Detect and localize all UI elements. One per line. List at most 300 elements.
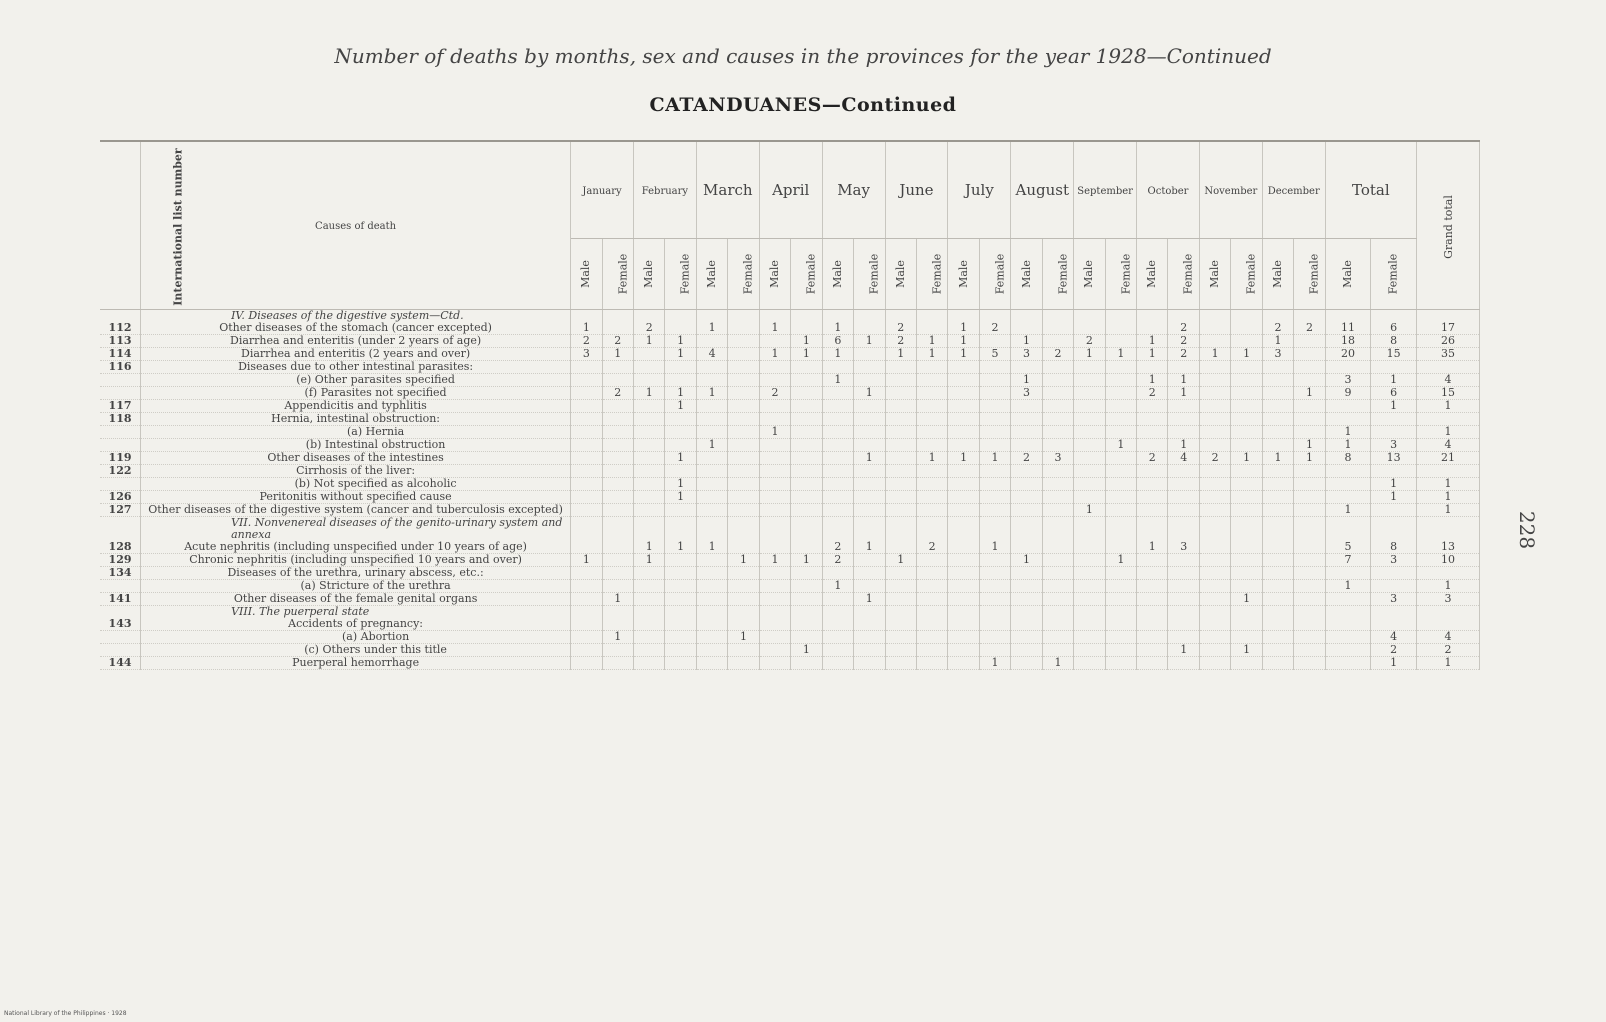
count-cell	[1231, 322, 1262, 335]
count-cell	[759, 361, 790, 374]
count-cell: 11	[1325, 322, 1371, 335]
month-label: May	[837, 181, 870, 199]
month-header-august	[1011, 141, 1074, 239]
count-cell: 7	[1325, 554, 1371, 567]
count-cell	[979, 618, 1010, 631]
count-cell	[1199, 335, 1230, 348]
empty-cell	[100, 517, 141, 542]
male-label: Male	[830, 260, 844, 288]
count-cell	[1262, 593, 1293, 606]
count-cell	[759, 631, 790, 644]
count-cell	[1231, 580, 1262, 593]
count-cell	[1199, 631, 1230, 644]
count-cell	[1199, 541, 1230, 554]
count-cell	[1371, 504, 1417, 517]
empty-cell	[1105, 310, 1136, 323]
count-cell	[1199, 387, 1230, 400]
grand-total-cell	[1416, 465, 1479, 478]
table-row	[100, 413, 1480, 426]
count-cell: 6	[1371, 387, 1417, 400]
month-header-july	[948, 141, 1011, 239]
count-cell	[1325, 618, 1371, 631]
count-cell: 1	[1105, 439, 1136, 452]
count-cell	[1137, 439, 1168, 452]
month-header-january	[571, 141, 634, 239]
count-cell	[885, 541, 916, 554]
empty-cell	[1168, 517, 1199, 542]
count-cell	[571, 593, 602, 606]
count-cell	[1262, 465, 1293, 478]
count-cell	[1231, 478, 1262, 491]
count-cell: 1	[1371, 478, 1417, 491]
intl-number	[100, 478, 141, 491]
grand-total-cell	[1416, 413, 1479, 426]
count-cell	[759, 580, 790, 593]
count-cell	[728, 322, 759, 335]
count-cell	[948, 439, 979, 452]
count-cell: 4	[1168, 452, 1199, 465]
count-cell	[1011, 644, 1042, 657]
male-header	[696, 239, 727, 310]
count-cell	[885, 400, 916, 413]
count-cell	[1168, 504, 1199, 517]
count-cell	[1105, 322, 1136, 335]
count-cell	[1231, 387, 1262, 400]
count-cell	[728, 593, 759, 606]
count-cell	[1262, 400, 1293, 413]
count-cell	[948, 478, 979, 491]
count-cell	[602, 580, 633, 593]
male-header	[633, 239, 664, 310]
count-cell: 1	[791, 335, 822, 348]
empty-cell	[602, 310, 633, 323]
table-row	[100, 387, 1480, 400]
count-cell	[1325, 631, 1371, 644]
count-cell: 1	[1168, 644, 1199, 657]
table-row	[100, 374, 1480, 387]
intl-number: 122	[100, 465, 141, 478]
empty-cell	[1294, 517, 1325, 542]
male-label: Male	[642, 260, 656, 288]
count-cell	[1011, 413, 1042, 426]
count-cell	[791, 426, 822, 439]
count-cell	[1074, 580, 1105, 593]
count-cell: 2	[979, 322, 1010, 335]
count-cell	[885, 618, 916, 631]
count-cell	[602, 657, 633, 670]
count-cell	[696, 335, 727, 348]
count-cell	[1294, 491, 1325, 504]
grand-total-cell: 1	[1416, 426, 1479, 439]
count-cell	[1199, 374, 1230, 387]
cause-name: Hernia, intestinal obstruction:	[141, 413, 571, 426]
count-cell	[1105, 465, 1136, 478]
count-cell	[1231, 631, 1262, 644]
count-cell	[1074, 413, 1105, 426]
count-cell	[759, 413, 790, 426]
count-cell	[948, 554, 979, 567]
empty-cell	[1105, 606, 1136, 619]
cause-name: Acute nephritis (including unspecified under 10 years of age)	[141, 541, 571, 554]
count-cell	[1199, 567, 1230, 580]
table-row	[100, 400, 1480, 413]
count-cell	[1105, 387, 1136, 400]
cause-name: (a) Stricture of the urethra	[141, 580, 571, 593]
intl-number: 144	[100, 657, 141, 670]
count-cell	[1042, 439, 1073, 452]
count-cell: 1	[1294, 439, 1325, 452]
count-cell: 1	[854, 541, 885, 554]
count-cell: 1	[1074, 348, 1105, 361]
count-cell	[633, 348, 664, 361]
count-cell	[571, 400, 602, 413]
count-cell	[1199, 657, 1230, 670]
count-cell	[728, 478, 759, 491]
count-cell	[665, 439, 696, 452]
count-cell	[1137, 465, 1168, 478]
count-cell: 1	[1371, 374, 1417, 387]
count-cell	[1262, 567, 1293, 580]
count-cell	[665, 426, 696, 439]
count-cell	[916, 554, 947, 567]
female-label: Female	[1307, 253, 1321, 295]
male-label: Male	[705, 260, 719, 288]
count-cell	[1074, 387, 1105, 400]
count-cell: 1	[665, 387, 696, 400]
count-cell	[696, 374, 727, 387]
count-cell: 1	[633, 335, 664, 348]
count-cell	[979, 567, 1010, 580]
month-label: September	[1077, 185, 1133, 197]
cause-name: Chronic nephritis (including unspecified 10 years and over)	[141, 554, 571, 567]
count-cell	[602, 554, 633, 567]
count-cell	[916, 413, 947, 426]
count-cell	[1011, 631, 1042, 644]
intl-number: 117	[100, 400, 141, 413]
count-cell	[1137, 593, 1168, 606]
count-cell	[885, 439, 916, 452]
count-cell: 1	[791, 348, 822, 361]
female-label: Female	[993, 253, 1007, 295]
count-cell	[602, 644, 633, 657]
intl-number: 128	[100, 541, 141, 554]
count-cell	[979, 644, 1010, 657]
count-cell	[633, 361, 664, 374]
count-cell: 1	[1371, 491, 1417, 504]
month-header-december	[1262, 141, 1325, 239]
count-cell	[1168, 400, 1199, 413]
count-cell	[1231, 413, 1262, 426]
count-cell	[885, 644, 916, 657]
count-cell	[1042, 593, 1073, 606]
intl-number	[100, 426, 141, 439]
count-cell	[948, 400, 979, 413]
count-cell	[1168, 631, 1199, 644]
count-cell: 5	[1325, 541, 1371, 554]
count-cell	[633, 478, 664, 491]
empty-cell	[665, 606, 696, 619]
count-cell: 4	[1371, 631, 1417, 644]
section-heading: VIII. The puerperal state	[141, 606, 571, 619]
page-title: Number of deaths by months, sex and causes in the provinces for the year 1928—Continued	[334, 44, 1272, 68]
month-label: August	[1015, 181, 1069, 199]
empty-cell	[1137, 606, 1168, 619]
count-cell	[854, 400, 885, 413]
count-cell	[791, 439, 822, 452]
count-cell	[948, 657, 979, 670]
count-cell: 1	[822, 322, 853, 335]
count-cell	[1231, 491, 1262, 504]
count-cell	[916, 491, 947, 504]
count-cell	[1371, 618, 1417, 631]
count-cell	[979, 465, 1010, 478]
count-cell	[759, 593, 790, 606]
count-cell	[1231, 426, 1262, 439]
grand-total-cell: 2	[1416, 644, 1479, 657]
count-cell	[916, 426, 947, 439]
count-cell	[602, 567, 633, 580]
count-cell	[948, 580, 979, 593]
count-cell	[916, 439, 947, 452]
count-cell: 1	[948, 348, 979, 361]
count-cell	[916, 657, 947, 670]
count-cell	[822, 504, 853, 517]
count-cell	[696, 361, 727, 374]
count-cell	[728, 504, 759, 517]
scan-footer: National Library of the Philippines · 1928	[4, 1010, 127, 1017]
count-cell	[791, 657, 822, 670]
grand-total-cell: 4	[1416, 374, 1479, 387]
count-cell	[916, 631, 947, 644]
count-cell	[1137, 413, 1168, 426]
count-cell	[1294, 593, 1325, 606]
count-cell	[1262, 374, 1293, 387]
count-cell	[696, 426, 727, 439]
intl-number-label: International list number	[171, 147, 185, 306]
cause-name: (a) Hernia	[141, 426, 571, 439]
grand-total-cell: 1	[1416, 504, 1479, 517]
count-cell: 1	[1325, 504, 1371, 517]
female-header	[854, 239, 885, 310]
count-cell	[1137, 644, 1168, 657]
count-cell	[1137, 580, 1168, 593]
count-cell	[1042, 400, 1073, 413]
count-cell: 1	[1105, 554, 1136, 567]
count-cell	[1262, 554, 1293, 567]
count-cell	[1042, 361, 1073, 374]
count-cell	[602, 491, 633, 504]
count-cell	[885, 567, 916, 580]
table-row	[100, 580, 1480, 593]
count-cell	[665, 657, 696, 670]
count-cell	[1105, 580, 1136, 593]
empty-cell	[728, 310, 759, 323]
female-header	[602, 239, 633, 310]
count-cell: 3	[1042, 452, 1073, 465]
count-cell	[571, 413, 602, 426]
count-cell	[728, 374, 759, 387]
count-cell	[1074, 554, 1105, 567]
count-cell	[1371, 580, 1417, 593]
count-cell	[1325, 657, 1371, 670]
count-cell: 1	[1325, 426, 1371, 439]
count-cell	[885, 426, 916, 439]
count-cell	[1371, 361, 1417, 374]
count-cell: 1	[948, 335, 979, 348]
count-cell: 2	[1137, 387, 1168, 400]
empty-cell	[791, 517, 822, 542]
male-label: Male	[893, 260, 907, 288]
count-cell	[885, 374, 916, 387]
count-cell	[948, 593, 979, 606]
count-cell: 1	[854, 387, 885, 400]
count-cell	[1294, 554, 1325, 567]
count-cell	[791, 374, 822, 387]
grand-total-header	[1416, 141, 1479, 310]
count-cell	[1011, 400, 1042, 413]
empty-cell	[1074, 606, 1105, 619]
count-cell: 2	[1011, 452, 1042, 465]
count-cell	[633, 567, 664, 580]
count-cell	[759, 644, 790, 657]
count-cell	[571, 580, 602, 593]
count-cell	[979, 580, 1010, 593]
grand-total-cell: 17	[1416, 322, 1479, 335]
count-cell: 2	[571, 335, 602, 348]
grand-total-cell: 21	[1416, 452, 1479, 465]
count-cell	[791, 478, 822, 491]
count-cell	[791, 541, 822, 554]
count-cell: 1	[665, 400, 696, 413]
count-cell	[1137, 657, 1168, 670]
count-cell	[1262, 504, 1293, 517]
count-cell	[822, 644, 853, 657]
count-cell	[1262, 361, 1293, 374]
count-cell	[633, 657, 664, 670]
count-cell: 3	[1262, 348, 1293, 361]
count-cell	[728, 387, 759, 400]
province-subtitle: CATANDUANES—Continued	[649, 94, 957, 116]
empty-cell	[1371, 606, 1417, 619]
empty-cell	[1371, 517, 1417, 542]
count-cell	[1168, 465, 1199, 478]
count-cell	[1262, 644, 1293, 657]
count-cell	[948, 387, 979, 400]
count-cell	[728, 413, 759, 426]
count-cell	[571, 657, 602, 670]
count-cell: 2	[1199, 452, 1230, 465]
count-cell: 13	[1371, 452, 1417, 465]
causes-label: Causes of death	[315, 221, 397, 232]
cause-name: (b) Intestinal obstruction	[141, 439, 571, 452]
count-cell	[1294, 348, 1325, 361]
count-cell	[1137, 631, 1168, 644]
count-cell	[1168, 361, 1199, 374]
count-cell	[1231, 439, 1262, 452]
count-cell: 1	[665, 348, 696, 361]
count-cell	[1325, 465, 1371, 478]
count-cell	[1074, 657, 1105, 670]
empty-cell	[728, 517, 759, 542]
count-cell	[1011, 439, 1042, 452]
count-cell	[916, 618, 947, 631]
count-cell: 9	[1325, 387, 1371, 400]
count-cell	[1105, 374, 1136, 387]
count-cell	[1105, 644, 1136, 657]
count-cell	[1262, 413, 1293, 426]
count-cell	[1294, 361, 1325, 374]
month-header-september	[1074, 141, 1137, 239]
count-cell	[791, 618, 822, 631]
count-cell: 4	[696, 348, 727, 361]
grand-total-cell: 10	[1416, 554, 1479, 567]
count-cell	[759, 504, 790, 517]
count-cell	[696, 400, 727, 413]
count-cell: 2	[885, 322, 916, 335]
count-cell	[885, 504, 916, 517]
count-cell	[948, 541, 979, 554]
intl-number	[100, 631, 141, 644]
count-cell: 1	[1231, 593, 1262, 606]
count-cell	[1262, 439, 1293, 452]
male-header	[1325, 239, 1371, 310]
count-cell: 1	[791, 644, 822, 657]
count-cell	[1105, 426, 1136, 439]
count-cell	[885, 491, 916, 504]
count-cell: 6	[822, 335, 853, 348]
count-cell: 1	[759, 348, 790, 361]
count-cell: 1	[1294, 452, 1325, 465]
count-cell	[791, 400, 822, 413]
count-cell: 1	[696, 439, 727, 452]
section-heading: VII. Nonvenereal diseases of the genito-urinary system and annexa	[141, 517, 571, 542]
count-cell	[1199, 491, 1230, 504]
count-cell	[979, 374, 1010, 387]
empty-cell	[854, 310, 885, 323]
section-heading: IV. Diseases of the digestive system—Ctd.	[141, 310, 571, 323]
table-row	[100, 657, 1480, 670]
male-label: Male	[956, 260, 970, 288]
table-row	[100, 554, 1480, 567]
count-cell	[1231, 504, 1262, 517]
count-cell	[759, 452, 790, 465]
count-cell	[728, 361, 759, 374]
count-cell	[1199, 554, 1230, 567]
empty-cell	[1262, 517, 1293, 542]
count-cell: 1	[1137, 335, 1168, 348]
count-cell	[728, 580, 759, 593]
count-cell	[1294, 618, 1325, 631]
cause-name: Other diseases of the stomach (cancer excepted)	[141, 322, 571, 335]
count-cell	[728, 541, 759, 554]
count-cell	[791, 504, 822, 517]
count-cell	[1074, 465, 1105, 478]
empty-cell	[1294, 606, 1325, 619]
count-cell	[1074, 491, 1105, 504]
count-cell	[602, 400, 633, 413]
count-cell	[916, 478, 947, 491]
count-cell	[571, 374, 602, 387]
count-cell	[633, 491, 664, 504]
count-cell	[1294, 478, 1325, 491]
count-cell	[1168, 593, 1199, 606]
count-cell	[1294, 541, 1325, 554]
month-header-june	[885, 141, 948, 239]
count-cell: 1	[822, 348, 853, 361]
count-cell: 1	[1137, 541, 1168, 554]
grand-total-cell: 1	[1416, 400, 1479, 413]
month-header-november	[1199, 141, 1262, 239]
